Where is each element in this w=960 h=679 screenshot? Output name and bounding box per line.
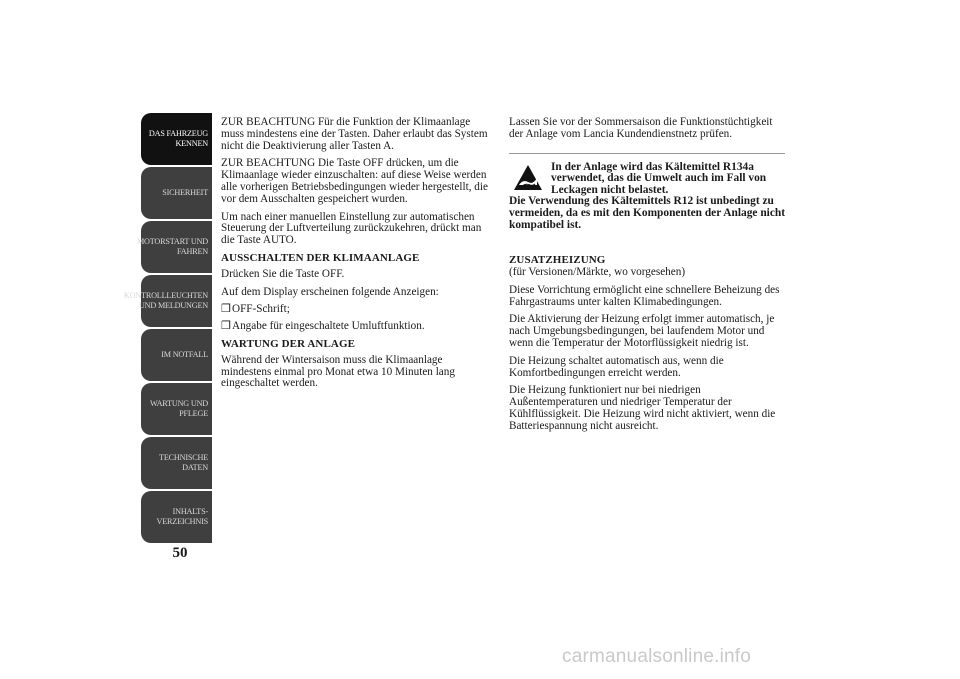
note-paragraph: ZUR BEACHTUNG Für die Funktion der Klimaanlage muss mindestens eine der Tasten. Daher erlaubt das System nicht die Deaktivierung aller Tasten A. [221, 116, 488, 152]
body-paragraph: Lassen Sie vor der Sommersaison die Funktionstüchtigkeit der Anlage vom Lancia Kundendienstnetz prüfen. [509, 116, 773, 140]
tab-kontrollleuchten[interactable] [123, 275, 212, 327]
checkbox-bullet-icon: ❒ [221, 320, 232, 333]
tab-label-line2: FAHREN [177, 247, 208, 256]
body-paragraph: Die Heizung schaltet automatisch aus, wenn die Komfortbedingungen erreicht werden. [509, 354, 724, 379]
tab-label-line1: MOTORSTART UND [136, 237, 208, 246]
body-paragraph: Die Heizung funktioniert nur bei niedrigen Außentemperaturen und niedriger Temperatur der Kühlflüssigkeit. Die Heizung wird nicht aktiviert, wenn die Batteriespannung nicht ausreicht. [509, 384, 776, 432]
right-column [509, 117, 785, 439]
tab-label-line2: PFLEGE [179, 409, 208, 418]
list-item-text: Angabe für eingeschaltete Umluftfunktion. [232, 320, 425, 333]
watermark: carmanualsonline.info [562, 646, 752, 667]
body-paragraph: Um nach einer manuellen Einstellung zur automatischen Steuerung der Luftverteilung zurückzukehren, drückt man die Taste AUTO. [221, 210, 482, 247]
tab-sicherheit[interactable] [141, 167, 212, 219]
note-paragraph: ZUR BEACHTUNG Die Taste OFF drücken, um die Klimaanlage wieder einzuschalten: auf diese Weise werden alle vorherigen Betriebsbedingungen wieder hergestellt, die vor dem Ausschalten gespeichert wurden. [221, 157, 488, 205]
tab-label-line1: TECHNISCHE [159, 453, 208, 462]
tab-label-line1: DAS FAHRZEUG [148, 129, 208, 138]
environment-warning [509, 162, 785, 232]
tab-label-line1: KONTROLLLEUCHTEN [123, 291, 208, 300]
section-subtitle: (für Versionen/Märkte, wo vorgesehen) [509, 265, 686, 278]
tab-technische-daten[interactable] [141, 437, 212, 489]
body-paragraph: Drücken Sie die Taste OFF. [221, 267, 345, 280]
tab-wartung-und-pflege[interactable] [141, 383, 212, 435]
tab-inhaltsverzeichnis[interactable] [141, 491, 212, 543]
warning-lead-text: In der Anlage wird das Kältemittel R134a verwendet, das die Umwelt auch im Fall von Leckagen nicht belastet. [551, 160, 767, 196]
tab-label-line2: VERZEICHNIS [156, 517, 208, 526]
tab-label-line1: INHALTS- [172, 507, 208, 516]
tab-motorstart-und-fahren[interactable] [136, 221, 212, 273]
divider [509, 153, 785, 154]
list-item [221, 321, 493, 333]
section-heading: WARTUNG DER ANLAGE [221, 337, 356, 350]
warning-body-text: Die Verwendung des Kältemittels R12 ist unbedingt zu vermeiden, da es mit den Komponenten der Anlage nicht kompatibel ist. [509, 195, 786, 231]
section-heading: AUSSCHALTEN DER KLIMAANLAGE [221, 251, 420, 264]
left-column [221, 117, 493, 396]
list-item [221, 304, 493, 316]
tab-label-line2: DATEN [182, 463, 208, 472]
tab-label-line2: SICHERHEIT [162, 188, 208, 197]
environment-warning-icon [513, 164, 543, 191]
tab-label-line2: IM NOTFALL [161, 350, 208, 359]
checkbox-bullet-icon: ❒ [221, 303, 232, 316]
section-heading: ZUSATZHEIZUNG [509, 254, 606, 267]
list-item-text: OFF-Schrift; [232, 303, 290, 316]
body-paragraph: Auf dem Display erscheinen folgende Anzeigen: [221, 285, 439, 298]
body-paragraph: Die Aktivierung der Heizung erfolgt immer automatisch, je nach Umgebungsbedingungen, bei laufendem Motor und wenn die Temperatur der Motorflüssigkeit niedrig ist. [509, 313, 775, 349]
page-number: 50 [172, 545, 188, 561]
tab-label-line1: WARTUNG UND [149, 399, 208, 408]
tab-im-notfall[interactable] [141, 329, 212, 381]
tab-label-line2: KENNEN [175, 139, 208, 148]
tab-das-fahrzeug-kennen[interactable] [141, 113, 212, 165]
tab-label-line2: UND MELDUNGEN [138, 301, 208, 310]
body-paragraph: Diese Vorrichtung ermöglicht eine schnellere Beheizung des Fahrgastraums unter kalten Klimabedingungen. [509, 283, 780, 308]
chapter-sidebar [123, 113, 212, 543]
body-paragraph: Während der Wintersaison muss die Klimaanlage mindestens einmal pro Monat etwa 10 Minuten lang eingeschaltet werden. [221, 353, 455, 390]
